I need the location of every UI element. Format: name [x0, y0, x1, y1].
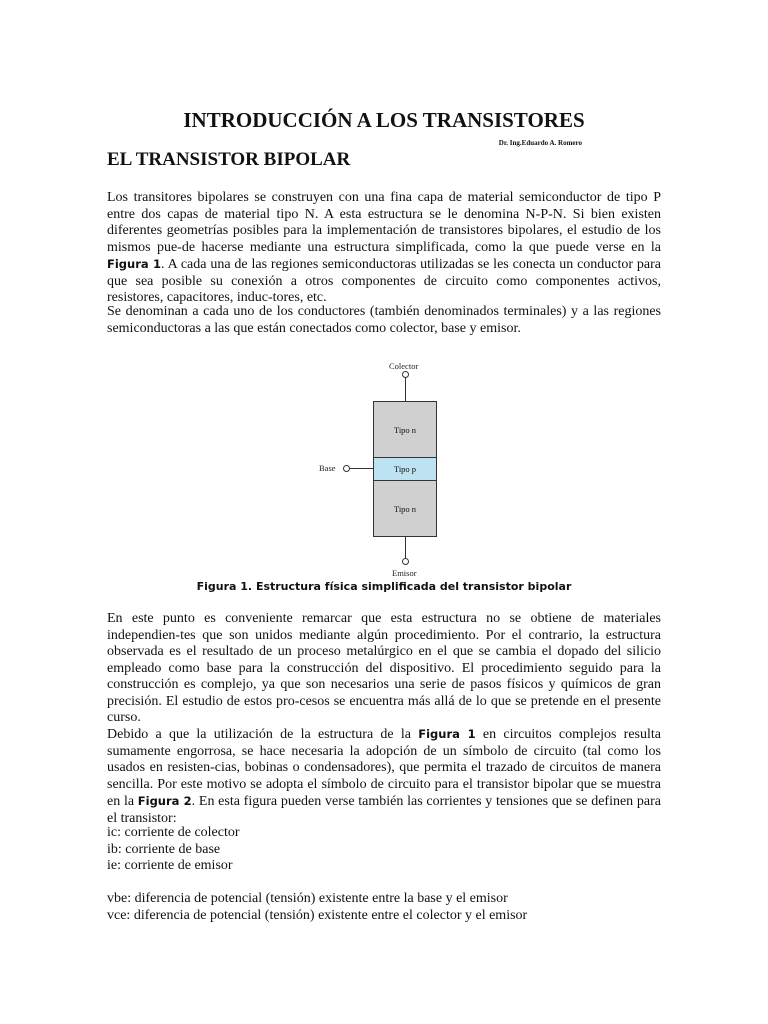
region-top-label: Tipo n: [393, 424, 417, 435]
currents-list: [107, 825, 661, 875]
list-item-ib: ib: corriente de base: [107, 841, 221, 857]
region-bottom-n: [373, 480, 437, 537]
emitter-terminal-icon: [402, 558, 409, 565]
base-label: Base: [319, 463, 336, 473]
region-middle-label: Tipo p: [393, 464, 417, 474]
figure-1-caption: Figura 1. Estructura física simplificada del transistor bipolar: [196, 580, 572, 593]
region-bottom-label: Tipo n: [393, 503, 417, 514]
document-title: INTRODUCCIÓN A LOS TRANSISTORES: [183, 108, 585, 132]
figure-1-reference-2: Figura 1: [418, 727, 476, 741]
figure-1-npn-structure: [305, 358, 465, 580]
base-terminal-icon: [343, 465, 350, 472]
emitter-lead: [405, 537, 406, 559]
body-paragraph-4: [107, 726, 661, 827]
collector-lead: [405, 378, 406, 401]
body-paragraph-3: En este punto es conveniente remarcar que esta estructura no se obtiene de materiales independien-tes que son unidos mediante algún procedimiento. Por el contrario, la estructura observada es el resultado de un proceso metalúrgico en el que se cambia el dopado del silicio empleado como base para la construcción del dispositivo. El procedimiento seguido para la construcción es complejo, ya que son necesarios una serie de pasos físicos y químicos de gran precisión. El estudio de estos pro-cesos se encuentra más allá de lo que se pretende en el presente curso.: [107, 611, 661, 725]
intro-paragraph-2: Se denominan a cada uno de los conductores (también denominados terminales) y a las regiones semiconductoras a las que están conectados como colector, base y emisor.: [107, 304, 661, 336]
figure-1-reference: Figura 1: [107, 257, 162, 271]
figure-2-reference: Figura 2: [137, 794, 192, 808]
intro-paragraph-1: [107, 190, 661, 307]
body-p4-text-after: . En esta figura pueden verse también las corrientes y tensiones que se definen para el transistor:: [107, 794, 661, 826]
collector-label: Colector: [389, 361, 419, 371]
list-item-vce: vce: diferencia de potencial (tensión) existente entre el colector y el emisor: [107, 907, 528, 923]
body-p4-text-before: Debido a que la utilización de la estructura de la: [107, 727, 419, 742]
intro-p1-text-after: . A cada una de las regiones semiconductoras utilizadas se les conecta un conductor para que sea posible su conexión a otros componentes de circuito como componentes activos, resistores, capacitores, induc-tores, etc.: [107, 257, 662, 305]
collector-terminal-icon: [402, 371, 409, 378]
section-title: EL TRANSISTOR BIPOLAR: [107, 149, 351, 170]
list-item-ie: ie: corriente de emisor: [107, 858, 233, 873]
emitter-label: Emisor: [392, 568, 417, 578]
voltages-list: [107, 891, 661, 924]
author-credit: Dr. Ing.Eduardo A. Romero: [498, 139, 582, 147]
list-item-vbe: vbe: diferencia de potencial (tensión) existente entre la base y el emisor: [107, 891, 508, 906]
region-top-n: [373, 401, 437, 458]
list-item-ic: ic: corriente de colector: [107, 825, 240, 840]
body-p4-text-middle: en circuitos complejos resulta sumamente engorrosa, se hace necesaria la adopción de un símbolo de circuito (tal como los usados en resisten-cias, bobinas o condensadores), que permita el trazado de circuitos de manera sencilla. Por este motivo se adopta el símbolo de circuito para el transistor bipolar que se muestra en la: [107, 727, 661, 809]
base-lead: [350, 468, 373, 469]
region-middle-p: [373, 457, 437, 481]
intro-p1-text-before: Los transitores bipolares se construyen con una fina capa de material semiconductor de tipo P entre dos capas de material tipo N. A esta estructura se le denomina N-P-N. Si bien existen diferentes geometrías posibles para la implementación de transistores bipolares, el estudio de los mismos pue-de hacerse mediante una estructura simplificada, como la que puede verse en la: [107, 190, 661, 255]
